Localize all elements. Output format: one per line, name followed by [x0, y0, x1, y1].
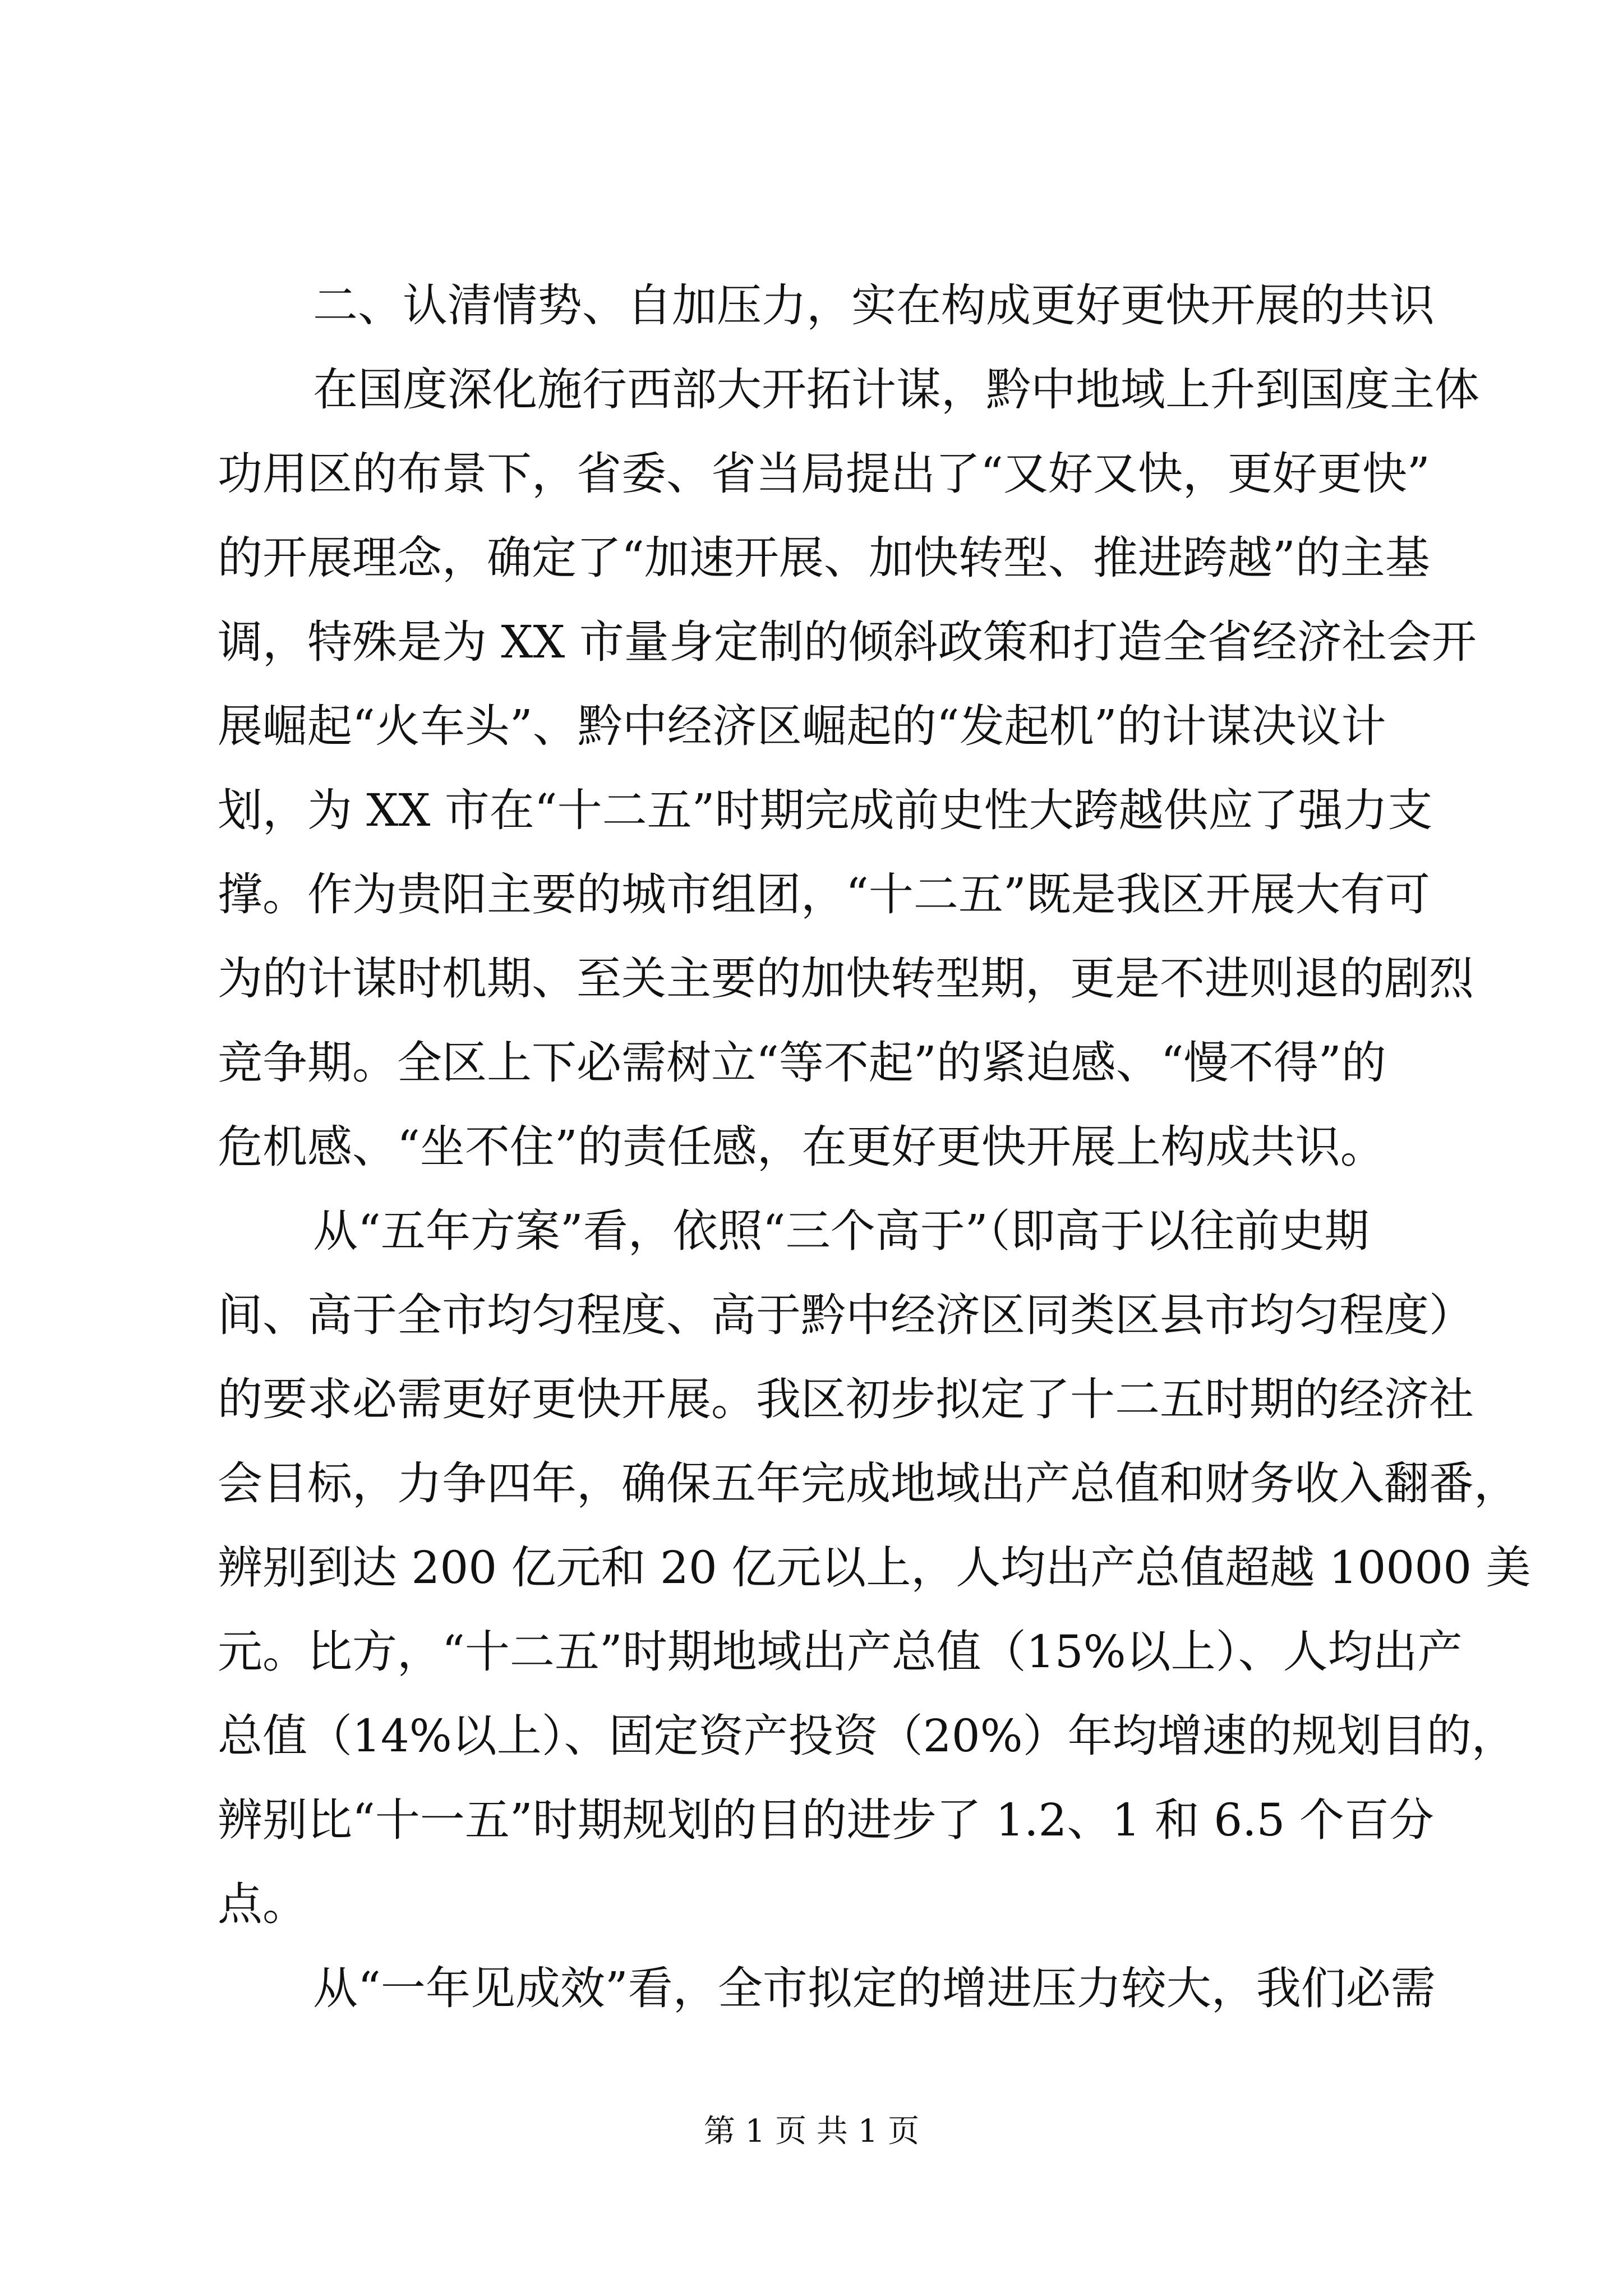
page-footer: 第 1 页 共 1 页 [703, 2113, 920, 2150]
section-heading: 二、认清情势、自加压力，实在构成更好更快开展的共识 [313, 279, 1435, 332]
paragraph-line: 在国度深化施行西部大开拓计谋，黔中地域上升到国度主体 [313, 364, 1479, 416]
paragraph-line: 元。比方，“十二五”时期地域出产总值（15%以上）、人均出产 [218, 1626, 1463, 1678]
paragraph-line: 间、高于全市均匀程度、高于黔中经济区同类区县市均匀程度） [218, 1289, 1474, 1341]
paragraph-line: 展崛起“火车头”、黔中经济区崛起的“发起机”的计谋决议计 [218, 700, 1386, 752]
paragraph-line: 点。 [218, 1878, 307, 1930]
paragraph-line: 辨别到达 200 亿元和 20 亿元以上，人均出产总值超越 10000 美 [218, 1542, 1531, 1594]
paragraph-line: 辨别比“十一五”时期规划的目的进步了 1.2、1 和 6.5 个百分 [218, 1794, 1434, 1846]
paragraph-line: 竞争期。全区上下必需树立“等不起”的紧迫感、“慢不得”的 [218, 1037, 1386, 1089]
paragraph-line: 为的计谋时机期、至关主要的加快转型期，更是不进则退的剧烈 [218, 953, 1474, 1005]
paragraph-line: 总值（14%以上）、固定资产投资（20%）年均增速的规划目的， [218, 1710, 1516, 1762]
paragraph-line: 的要求必需更好更快开展。我区初步拟定了十二五时期的经济社 [218, 1373, 1474, 1425]
paragraph-line: 从“五年方案”看，依照“三个高于”（即高于以往前史期 [313, 1205, 1370, 1257]
paragraph-line: 会目标，力争四年，确保五年完成地域出产总值和财务收入翻番， [218, 1457, 1519, 1510]
paragraph-line: 的开展理念，确定了“加速开展、加快转型、推进跨越”的主基 [218, 532, 1430, 584]
document-body [218, 264, 1531, 2031]
paragraph-line: 从“一年见成效”看，全市拟定的增进压力较大，我们必需 [313, 1962, 1436, 2014]
paragraph-line: 调，特殊是为 XX 市量身定制的倾斜政策和打造全省经济社会开 [218, 616, 1477, 668]
paragraph-line: 危机感、“坐不住”的责任感，在更好更快开展上构成共识。 [218, 1121, 1385, 1173]
paragraph-line: 功用区的布景下，省委、省当局提出了“又好又快，更好更快” [218, 448, 1430, 500]
paragraph-line: 划，为 XX 市在“十二五”时期完成前史性大跨越供应了强力支 [218, 784, 1433, 836]
paragraph-line: 撑。作为贵阳主要的城市组团，“十二五”既是我区开展大有可 [218, 868, 1430, 921]
